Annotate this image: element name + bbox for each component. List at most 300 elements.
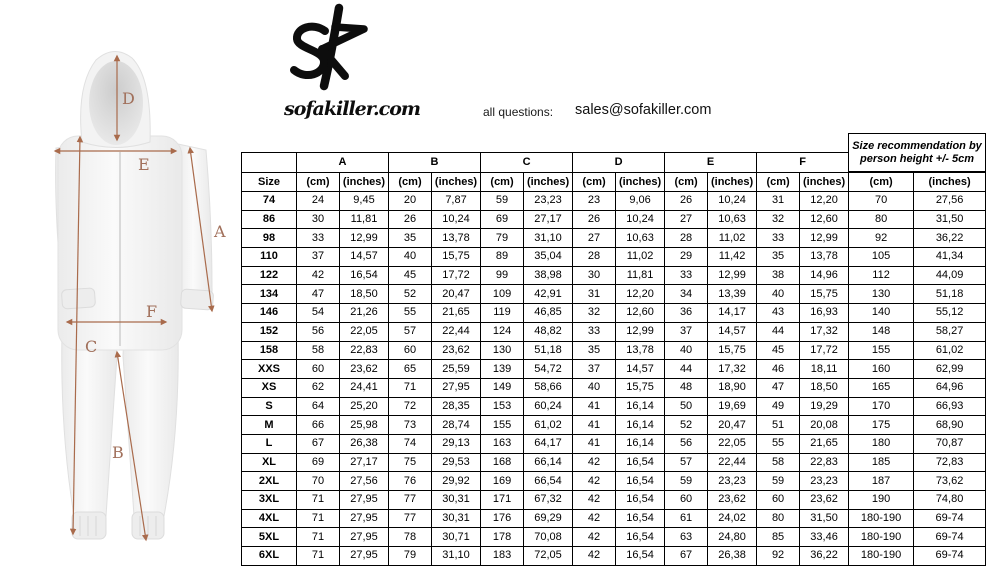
measure-value-cell: 18,90 <box>708 378 757 397</box>
measure-value-cell: 31 <box>757 192 800 211</box>
measure-value-cell: 185 <box>849 453 914 472</box>
measure-value-cell: 18,11 <box>800 360 849 379</box>
measure-value-cell: 16,54 <box>616 509 665 528</box>
measure-value-cell: 9,45 <box>340 192 389 211</box>
measure-value-cell: 17,72 <box>432 266 481 285</box>
measure-value-cell: 31 <box>573 285 616 304</box>
unit-inches-header: (inches) <box>616 173 665 192</box>
measure-value-cell: 35 <box>757 248 800 267</box>
measure-value-cell: 12,99 <box>708 266 757 285</box>
measure-value-cell: 16,14 <box>616 434 665 453</box>
measure-value-cell: 70 <box>849 192 914 211</box>
measure-value-cell: 28 <box>665 229 708 248</box>
measure-value-cell: 66,54 <box>524 472 573 491</box>
measure-value-cell: 27,95 <box>340 509 389 528</box>
measure-value-cell: 42 <box>573 472 616 491</box>
table-row <box>242 528 986 547</box>
measure-value-cell: 30 <box>573 266 616 285</box>
measure-value-cell: 79 <box>389 547 432 566</box>
measure-value-cell: 66,93 <box>914 397 986 416</box>
measure-value-cell: 25,20 <box>340 397 389 416</box>
measure-value-cell: 22,83 <box>800 453 849 472</box>
measure-value-cell: 40 <box>389 248 432 267</box>
table-row <box>242 397 986 416</box>
measure-value-cell: 32 <box>573 304 616 323</box>
measure-value-cell: 70,87 <box>914 434 986 453</box>
measure-value-cell: 124 <box>481 322 524 341</box>
size-label: 134 <box>242 285 297 304</box>
measure-value-cell: 16,54 <box>616 528 665 547</box>
measure-value-cell: 40 <box>757 285 800 304</box>
measure-value-cell: 74 <box>389 434 432 453</box>
measure-value-cell: 41 <box>573 416 616 435</box>
measure-value-cell: 16,54 <box>616 453 665 472</box>
measure-value-cell: 45 <box>389 266 432 285</box>
column-group-e: E <box>665 153 757 173</box>
measure-value-cell: 92 <box>757 547 800 566</box>
table-row <box>242 229 986 248</box>
size-label: 3XL <box>242 491 297 510</box>
measure-value-cell: 57 <box>389 322 432 341</box>
measure-value-cell: 149 <box>481 378 524 397</box>
measure-value-cell: 26,38 <box>708 547 757 566</box>
measure-value-cell: 72,83 <box>914 453 986 472</box>
measure-value-cell: 42 <box>573 491 616 510</box>
measure-value-cell: 13,78 <box>800 248 849 267</box>
measure-value-cell: 47 <box>297 285 340 304</box>
measure-value-cell: 51,18 <box>524 341 573 360</box>
measure-value-cell: 12,99 <box>800 229 849 248</box>
measure-value-cell: 99 <box>481 266 524 285</box>
size-label: S <box>242 397 297 416</box>
measure-value-cell: 12,60 <box>800 210 849 229</box>
measure-value-cell: 30 <box>297 210 340 229</box>
measure-value-cell: 23,62 <box>432 341 481 360</box>
measure-value-cell: 78 <box>389 528 432 547</box>
measure-value-cell: 33 <box>573 322 616 341</box>
measure-value-cell: 51 <box>757 416 800 435</box>
measure-label-e: E <box>138 155 150 174</box>
measure-value-cell: 130 <box>481 341 524 360</box>
measure-value-cell: 36 <box>665 304 708 323</box>
measure-value-cell: 11,02 <box>708 229 757 248</box>
measure-value-cell: 13,39 <box>708 285 757 304</box>
column-group-b: B <box>389 153 481 173</box>
measure-value-cell: 49 <box>757 397 800 416</box>
measure-label-f: F <box>146 302 158 321</box>
brand-site-text: sofakiller.com <box>284 98 420 120</box>
measure-value-cell: 12,99 <box>340 229 389 248</box>
unit-inches-header: (inches) <box>524 173 573 192</box>
measure-label-b: B <box>112 443 124 462</box>
measure-value-cell: 15,75 <box>800 285 849 304</box>
measure-value-cell: 27,56 <box>914 192 986 211</box>
table-row <box>242 248 986 267</box>
size-label: 74 <box>242 192 297 211</box>
height-recommendation-header <box>848 133 986 172</box>
contact-email-text: sales@sofakiller.com <box>575 102 712 118</box>
measure-value-cell: 42 <box>573 509 616 528</box>
size-chart-table <box>241 152 986 566</box>
measure-value-cell: 27,95 <box>432 378 481 397</box>
measure-value-cell: 16,93 <box>800 304 849 323</box>
measure-value-cell: 92 <box>849 229 914 248</box>
measure-value-cell: 61,02 <box>914 341 986 360</box>
measure-value-cell: 22,05 <box>708 434 757 453</box>
table-row <box>242 434 986 453</box>
measure-value-cell: 24,02 <box>708 509 757 528</box>
measure-value-cell: 15,75 <box>432 248 481 267</box>
unit-inches-header: (inches) <box>432 173 481 192</box>
measure-value-cell: 20 <box>389 192 432 211</box>
measure-value-cell: 59 <box>481 192 524 211</box>
measure-value-cell: 61 <box>665 509 708 528</box>
measure-value-cell: 37 <box>665 322 708 341</box>
measure-value-cell: 165 <box>849 378 914 397</box>
measure-value-cell: 85 <box>757 528 800 547</box>
measure-value-cell: 58 <box>757 453 800 472</box>
measure-value-cell: 27,95 <box>340 547 389 566</box>
measure-label-a: A <box>214 222 226 241</box>
measure-value-cell: 112 <box>849 266 914 285</box>
measure-value-cell: 109 <box>481 285 524 304</box>
measure-value-cell: 31,50 <box>800 509 849 528</box>
size-label: 110 <box>242 248 297 267</box>
measure-value-cell: 16,54 <box>340 266 389 285</box>
measure-value-cell: 62 <box>297 378 340 397</box>
measure-value-cell: 66 <box>297 416 340 435</box>
measure-value-cell: 17,32 <box>800 322 849 341</box>
table-row <box>242 304 986 323</box>
measure-value-cell: 58,66 <box>524 378 573 397</box>
table-row <box>242 416 986 435</box>
measure-value-cell: 75 <box>389 453 432 472</box>
measure-value-cell: 58 <box>297 341 340 360</box>
measure-value-cell: 11,02 <box>616 248 665 267</box>
measure-value-cell: 10,24 <box>616 210 665 229</box>
size-label: 5XL <box>242 528 297 547</box>
measure-value-cell: 23 <box>573 192 616 211</box>
measure-value-cell: 10,24 <box>708 192 757 211</box>
measure-value-cell: 23,62 <box>800 491 849 510</box>
measure-value-cell: 64,17 <box>524 434 573 453</box>
measure-value-cell: 67 <box>665 547 708 566</box>
measure-value-cell: 29,92 <box>432 472 481 491</box>
measure-value-cell: 50 <box>665 397 708 416</box>
column-group-f: F <box>757 153 849 173</box>
measure-value-cell: 57 <box>665 453 708 472</box>
unit-inches-header: (inches) <box>800 173 849 192</box>
measure-value-cell: 169 <box>481 472 524 491</box>
measure-value-cell: 180-190 <box>849 528 914 547</box>
measure-value-cell: 41,34 <box>914 248 986 267</box>
column-group-c: C <box>481 153 573 173</box>
measure-value-cell: 22,83 <box>340 341 389 360</box>
measure-value-cell: 187 <box>849 472 914 491</box>
measure-value-cell: 46 <box>757 360 800 379</box>
measure-value-cell: 42 <box>573 528 616 547</box>
measure-value-cell: 29,13 <box>432 434 481 453</box>
size-label: L <box>242 434 297 453</box>
measure-value-cell: 190 <box>849 491 914 510</box>
measure-value-cell: 26 <box>573 210 616 229</box>
measure-value-cell: 27,17 <box>340 453 389 472</box>
size-label: 86 <box>242 210 297 229</box>
measure-value-cell: 170 <box>849 397 914 416</box>
measure-value-cell: 12,99 <box>616 322 665 341</box>
measure-value-cell: 41 <box>573 434 616 453</box>
measure-value-cell: 29,53 <box>432 453 481 472</box>
measure-value-cell: 14,57 <box>340 248 389 267</box>
measure-value-cell: 47 <box>757 378 800 397</box>
measure-value-cell: 176 <box>481 509 524 528</box>
measure-value-cell: 66,14 <box>524 453 573 472</box>
table-row <box>242 322 986 341</box>
measure-value-cell: 41 <box>573 397 616 416</box>
measure-value-cell: 180 <box>849 434 914 453</box>
measure-value-cell: 48 <box>665 378 708 397</box>
measure-value-cell: 25,59 <box>432 360 481 379</box>
unit-cm-header: (cm) <box>849 173 914 192</box>
unit-cm-header: (cm) <box>297 173 340 192</box>
measure-value-cell: 77 <box>389 509 432 528</box>
measure-value-cell: 13,78 <box>432 229 481 248</box>
measure-value-cell: 30,31 <box>432 509 481 528</box>
column-group-a: A <box>297 153 389 173</box>
measure-value-cell: 29 <box>665 248 708 267</box>
measure-value-cell: 16,54 <box>616 472 665 491</box>
table-row <box>242 266 986 285</box>
measure-value-cell: 27,17 <box>524 210 573 229</box>
measure-value-cell: 180-190 <box>849 547 914 566</box>
unit-cm-header: (cm) <box>573 173 616 192</box>
measure-value-cell: 11,81 <box>616 266 665 285</box>
size-label: 158 <box>242 341 297 360</box>
measure-value-cell: 69-74 <box>914 509 986 528</box>
measure-value-cell: 20,47 <box>708 416 757 435</box>
measure-value-cell: 27 <box>665 210 708 229</box>
measure-label-c: C <box>85 337 98 356</box>
measure-value-cell: 28,74 <box>432 416 481 435</box>
measure-value-cell: 22,44 <box>708 453 757 472</box>
measure-value-cell: 10,63 <box>708 210 757 229</box>
measure-value-cell: 183 <box>481 547 524 566</box>
measure-value-cell: 77 <box>389 491 432 510</box>
measure-value-cell: 59 <box>757 472 800 491</box>
unit-cm-header: (cm) <box>481 173 524 192</box>
measure-value-cell: 17,32 <box>708 360 757 379</box>
measure-value-cell: 148 <box>849 322 914 341</box>
measure-value-cell: 15,75 <box>708 341 757 360</box>
measure-value-cell: 44 <box>757 322 800 341</box>
measure-value-cell: 16,54 <box>616 547 665 566</box>
measure-value-cell: 27,95 <box>340 528 389 547</box>
measure-value-cell: 180-190 <box>849 509 914 528</box>
measure-value-cell: 23,62 <box>340 360 389 379</box>
measure-value-cell: 12,20 <box>616 285 665 304</box>
measure-value-cell: 60 <box>665 491 708 510</box>
measure-value-cell: 155 <box>481 416 524 435</box>
measure-value-cell: 69-74 <box>914 547 986 566</box>
measure-value-cell: 42,91 <box>524 285 573 304</box>
unit-inches-header: (inches) <box>708 173 757 192</box>
measure-value-cell: 69 <box>297 453 340 472</box>
brand-monogram-logo <box>283 2 398 102</box>
measure-value-cell: 62,99 <box>914 360 986 379</box>
measure-value-cell: 51,18 <box>914 285 986 304</box>
measure-value-cell: 89 <box>481 248 524 267</box>
measure-value-cell: 20,47 <box>432 285 481 304</box>
unit-inches-header: (inches) <box>340 173 389 192</box>
measure-value-cell: 68,90 <box>914 416 986 435</box>
measure-value-cell: 38,98 <box>524 266 573 285</box>
table-row <box>242 360 986 379</box>
measure-value-cell: 7,87 <box>432 192 481 211</box>
measure-value-cell: 40 <box>573 378 616 397</box>
measure-value-cell: 73 <box>389 416 432 435</box>
measure-value-cell: 22,44 <box>432 322 481 341</box>
measure-value-cell: 64 <box>297 397 340 416</box>
measure-value-cell: 33,46 <box>800 528 849 547</box>
measure-value-cell: 54 <box>297 304 340 323</box>
measure-value-cell: 14,96 <box>800 266 849 285</box>
measure-value-cell: 40 <box>665 341 708 360</box>
table-row <box>242 285 986 304</box>
size-label: XS <box>242 378 297 397</box>
measure-value-cell: 71 <box>297 528 340 547</box>
measure-value-cell: 43 <box>757 304 800 323</box>
contact-questions-label: all questions: <box>483 105 554 119</box>
measure-value-cell: 36,22 <box>914 229 986 248</box>
measure-value-cell: 46,85 <box>524 304 573 323</box>
measure-value-cell: 60 <box>297 360 340 379</box>
measure-value-cell: 10,24 <box>432 210 481 229</box>
measure-value-cell: 44,09 <box>914 266 986 285</box>
measure-value-cell: 58,27 <box>914 322 986 341</box>
measure-value-cell: 60 <box>389 341 432 360</box>
measure-value-cell: 18,50 <box>800 378 849 397</box>
measure-value-cell: 13,78 <box>616 341 665 360</box>
size-label: 6XL <box>242 547 297 566</box>
measure-value-cell: 178 <box>481 528 524 547</box>
measure-value-cell: 22,05 <box>340 322 389 341</box>
measure-value-cell: 23,23 <box>708 472 757 491</box>
measure-value-cell: 72,05 <box>524 547 573 566</box>
measure-value-cell: 119 <box>481 304 524 323</box>
measure-value-cell: 24,80 <box>708 528 757 547</box>
measure-value-cell: 21,65 <box>800 434 849 453</box>
measure-value-cell: 79 <box>481 229 524 248</box>
measure-value-cell: 55 <box>389 304 432 323</box>
height-recommendation-line2: person height +/- 5cm <box>860 152 974 165</box>
measure-value-cell: 21,26 <box>340 304 389 323</box>
measure-value-cell: 60 <box>757 491 800 510</box>
measure-value-cell: 139 <box>481 360 524 379</box>
measure-value-cell: 67,32 <box>524 491 573 510</box>
measure-value-cell: 70 <box>297 472 340 491</box>
measure-value-cell: 33 <box>297 229 340 248</box>
measure-value-cell: 30,71 <box>432 528 481 547</box>
size-column-header: Size <box>242 173 297 192</box>
measure-value-cell: 14,57 <box>708 322 757 341</box>
column-group-d: D <box>573 153 665 173</box>
table-row <box>242 472 986 491</box>
measure-value-cell: 31,50 <box>914 210 986 229</box>
measure-value-cell: 18,50 <box>340 285 389 304</box>
measure-value-cell: 35 <box>573 341 616 360</box>
height-recommendation-line1: Size recommendation by <box>852 139 982 152</box>
measure-value-cell: 37 <box>297 248 340 267</box>
measure-value-cell: 69-74 <box>914 528 986 547</box>
unit-cm-header: (cm) <box>665 173 708 192</box>
measure-value-cell: 21,65 <box>432 304 481 323</box>
measure-value-cell: 26 <box>389 210 432 229</box>
measure-value-cell: 175 <box>849 416 914 435</box>
measure-value-cell: 71 <box>297 509 340 528</box>
measure-value-cell: 28,35 <box>432 397 481 416</box>
measure-value-cell: 9,06 <box>616 192 665 211</box>
measure-value-cell: 20,08 <box>800 416 849 435</box>
measure-value-cell: 54,72 <box>524 360 573 379</box>
measure-value-cell: 33 <box>665 266 708 285</box>
measure-value-cell: 52 <box>389 285 432 304</box>
measure-label-d: D <box>122 89 135 108</box>
measure-value-cell: 80 <box>757 509 800 528</box>
measure-value-cell: 44 <box>665 360 708 379</box>
size-label: 152 <box>242 322 297 341</box>
units-header-row <box>242 173 986 192</box>
size-label: 2XL <box>242 472 297 491</box>
measure-value-cell: 70,08 <box>524 528 573 547</box>
measure-value-cell: 69,29 <box>524 509 573 528</box>
measure-value-cell: 23,62 <box>708 491 757 510</box>
measure-value-cell: 24,41 <box>340 378 389 397</box>
measure-value-cell: 140 <box>849 304 914 323</box>
measure-value-cell: 11,42 <box>708 248 757 267</box>
measure-value-cell: 12,20 <box>800 192 849 211</box>
measure-value-cell: 26 <box>665 192 708 211</box>
measure-value-cell: 12,60 <box>616 304 665 323</box>
table-row <box>242 341 986 360</box>
measure-value-cell: 60,24 <box>524 397 573 416</box>
measure-value-cell: 160 <box>849 360 914 379</box>
table-row <box>242 192 986 211</box>
measure-value-cell: 14,57 <box>616 360 665 379</box>
size-label: XXS <box>242 360 297 379</box>
measure-value-cell: 42 <box>297 266 340 285</box>
measure-value-cell: 27,95 <box>340 491 389 510</box>
measure-value-cell: 36,22 <box>800 547 849 566</box>
measure-value-cell: 45 <box>757 341 800 360</box>
measure-value-cell: 61,02 <box>524 416 573 435</box>
size-label: 4XL <box>242 509 297 528</box>
measure-value-cell: 19,29 <box>800 397 849 416</box>
measure-value-cell: 105 <box>849 248 914 267</box>
measure-value-cell: 35,04 <box>524 248 573 267</box>
measure-value-cell: 15,75 <box>616 378 665 397</box>
measure-value-cell: 16,14 <box>616 416 665 435</box>
measure-value-cell: 74,80 <box>914 491 986 510</box>
table-row <box>242 210 986 229</box>
measure-value-cell: 24 <box>297 192 340 211</box>
size-label: M <box>242 416 297 435</box>
size-label: 98 <box>242 229 297 248</box>
measure-value-cell: 52 <box>665 416 708 435</box>
measure-value-cell: 34 <box>665 285 708 304</box>
measure-value-cell: 23,23 <box>800 472 849 491</box>
measure-value-cell: 65 <box>389 360 432 379</box>
table-row <box>242 378 986 397</box>
